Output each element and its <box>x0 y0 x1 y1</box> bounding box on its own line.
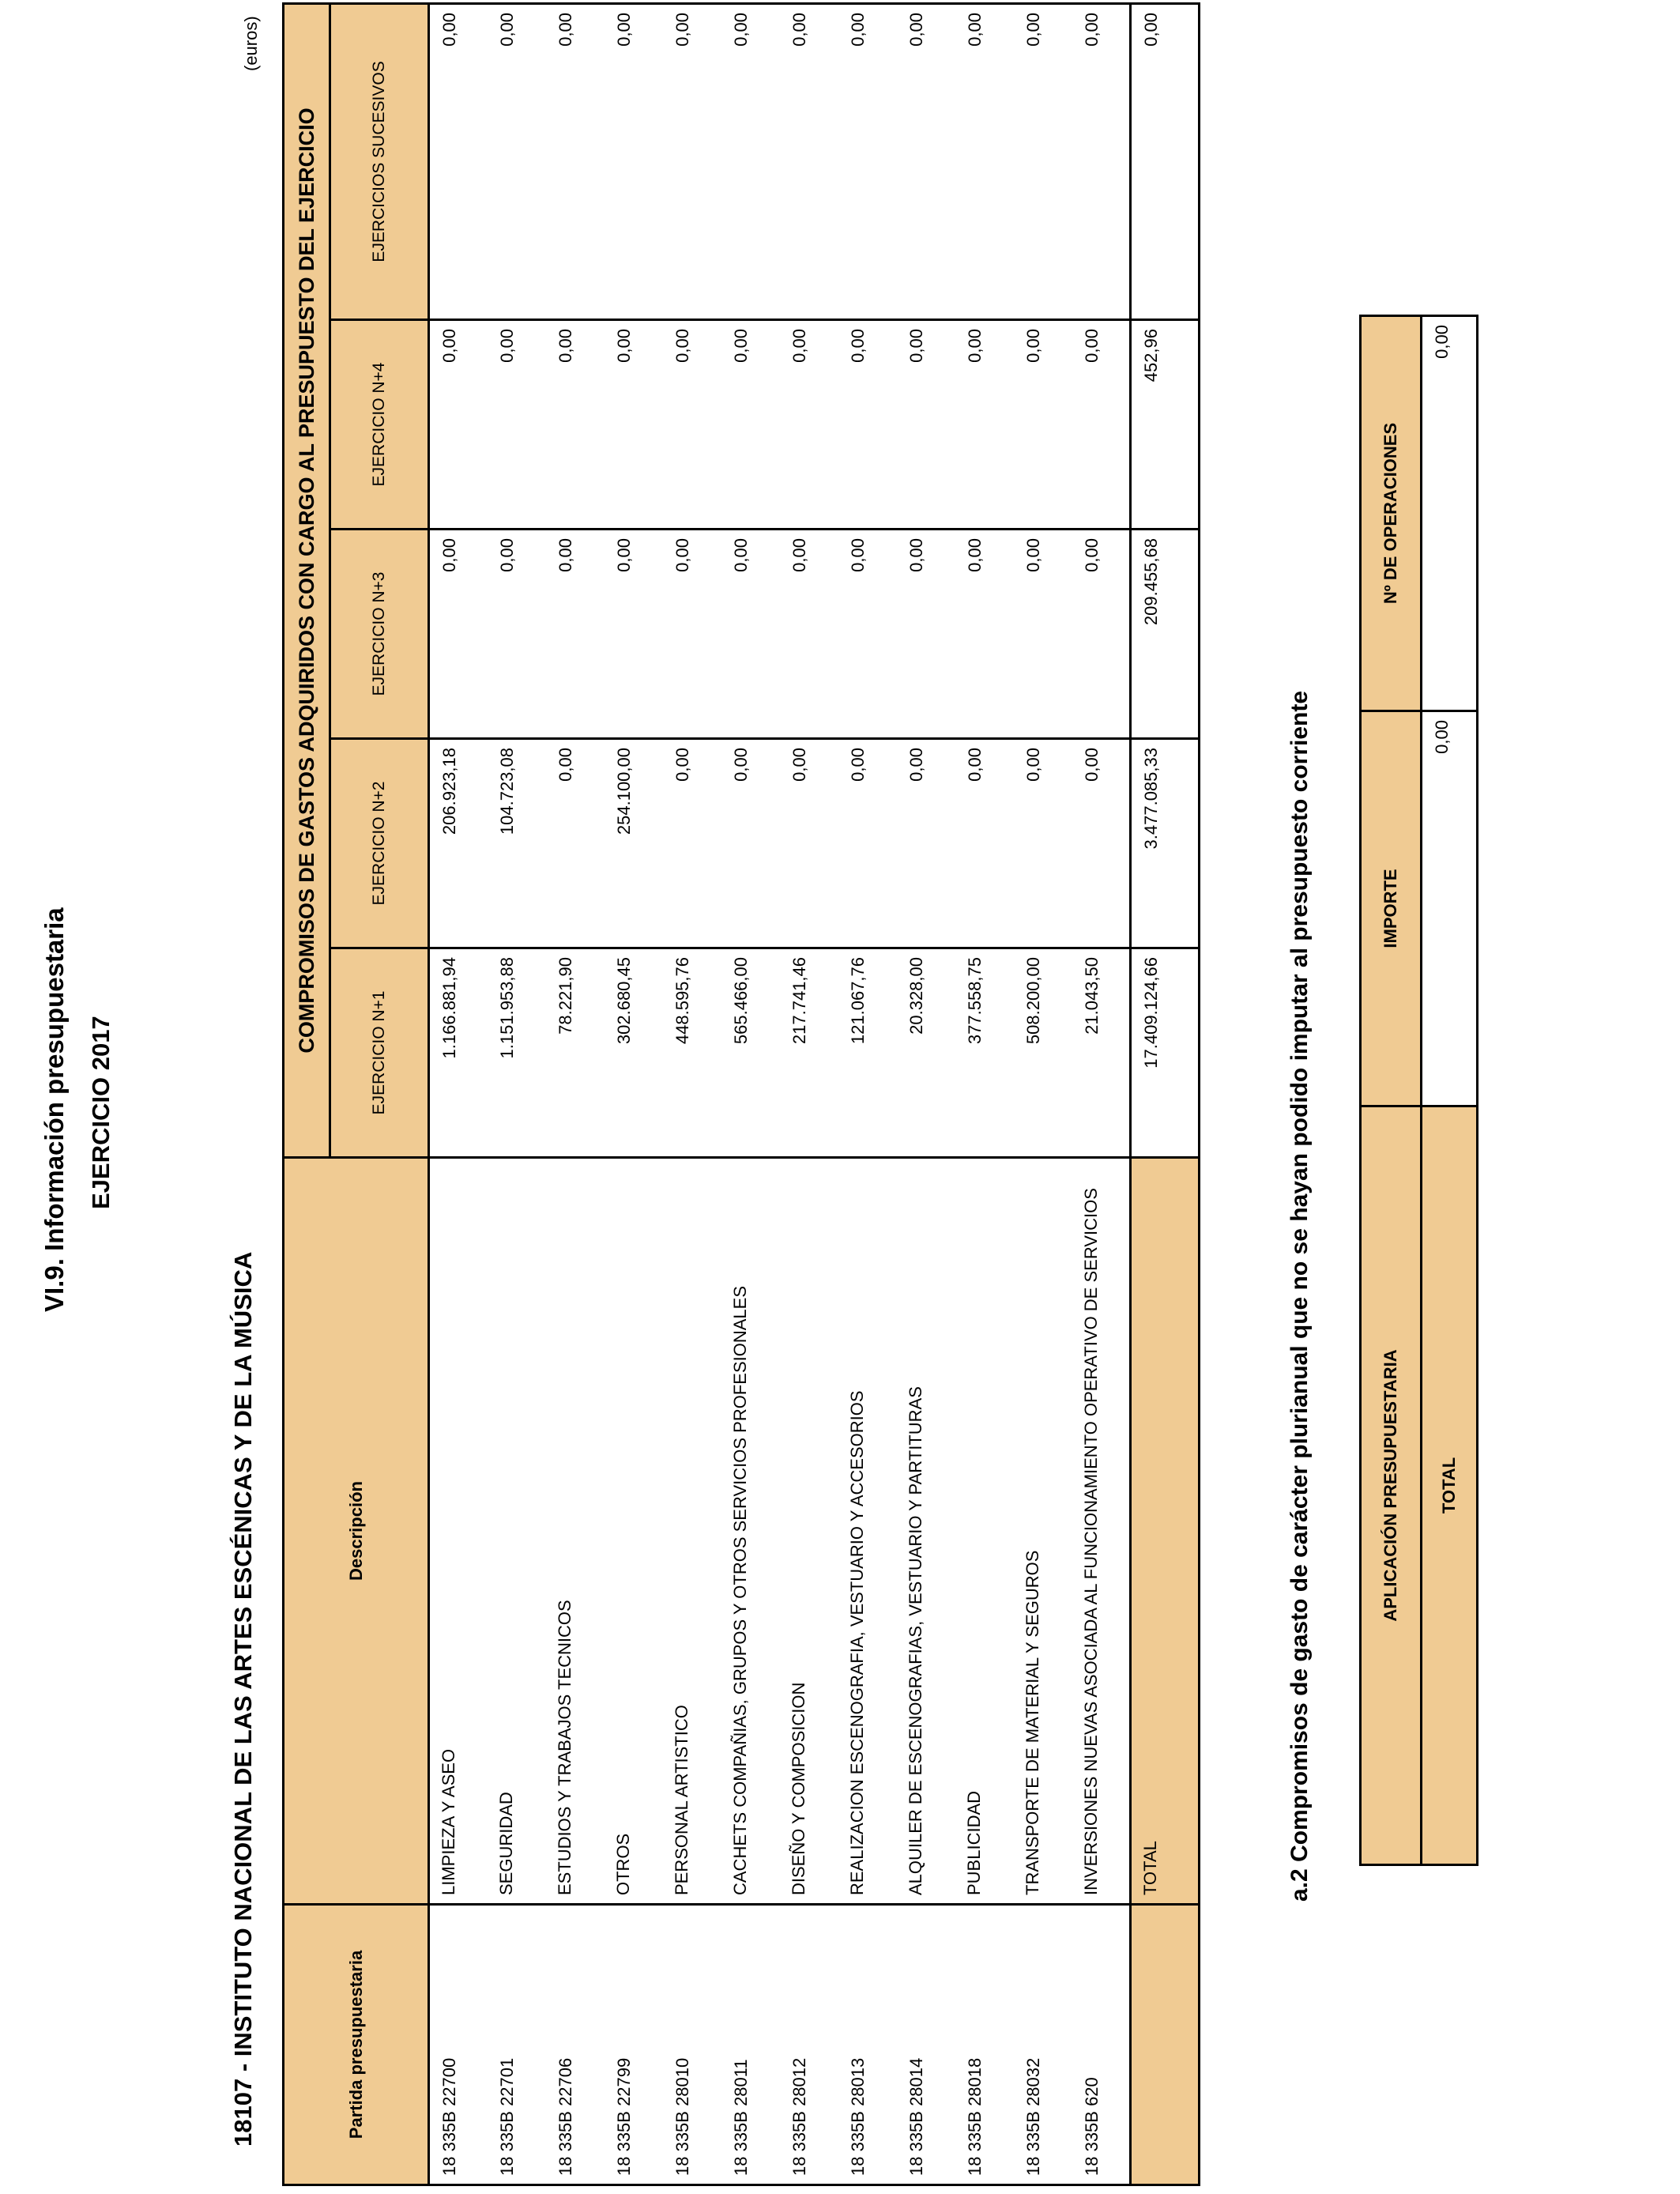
n2-cell: 104.723,08 <box>488 739 546 948</box>
a2-total-importe: 0,00 <box>1422 711 1478 1106</box>
descripcion-cell: INVERSIONES NUEVAS ASOCIADA AL FUNCIONAMIENTO OPERATIVO DE SERVICIOS <box>1072 1158 1131 1905</box>
sucesivos-cell: 0,00 <box>429 3 488 319</box>
n1-cell: 508.200,00 <box>1014 948 1072 1158</box>
partida-cell: 18 335B 28013 <box>838 1905 897 2185</box>
n4-cell: 0,00 <box>721 320 780 530</box>
n3-cell: 0,00 <box>605 530 663 739</box>
sucesivos-cell: 0,00 <box>488 3 546 319</box>
descripcion-cell: REALIZACION ESCENOGRAFIA, VESTUARIO Y ACCESORIOS <box>838 1158 897 1905</box>
header-sucesivos: EJERCICIOS SUCESIVOS <box>330 3 429 319</box>
units-label: (euros) <box>241 16 261 71</box>
sucesivos-cell: 0,00 <box>605 3 663 319</box>
header-n3: EJERCICIO N+3 <box>330 530 429 739</box>
descripcion-cell: OTROS <box>605 1158 663 1905</box>
commitments-table <box>282 2 1200 2186</box>
total-spacer <box>1131 1905 1200 2185</box>
n4-cell: 0,00 <box>897 320 955 530</box>
partida-cell: 18 335B 22799 <box>605 1905 663 2185</box>
n2-cell: 0,00 <box>897 739 955 948</box>
n4-cell: 0,00 <box>546 320 605 530</box>
table-row <box>1014 3 1072 2185</box>
n1-cell: 1.151.953,88 <box>488 948 546 1158</box>
n3-cell: 0,00 <box>897 530 955 739</box>
n2-cell: 0,00 <box>1072 739 1131 948</box>
partida-cell: 18 335B 620 <box>1072 1905 1131 2185</box>
header-n1: EJERCICIO N+1 <box>330 948 429 1158</box>
descripcion-cell: LIMPIEZA Y ASEO <box>429 1158 488 1905</box>
n2-cell: 0,00 <box>546 739 605 948</box>
n3-cell: 0,00 <box>780 530 838 739</box>
n3-cell: 0,00 <box>546 530 605 739</box>
total-n3: 209.455,68 <box>1131 530 1200 739</box>
header-importe: IMPORTE <box>1361 711 1422 1106</box>
header-aplicacion: APLICACIÓN PRESUPUESTARIA <box>1361 1106 1422 1865</box>
table-body <box>429 3 1131 2185</box>
page-title: VI.9. Información presupuestaria <box>40 907 69 1312</box>
header-partida: Partida presupuestaria <box>284 1905 429 2185</box>
n4-cell: 0,00 <box>838 320 897 530</box>
n3-cell: 0,00 <box>1072 530 1131 739</box>
table-row <box>838 3 897 2185</box>
descripcion-cell: TRANSPORTE DE MATERIAL Y SEGUROS <box>1014 1158 1072 1905</box>
sucesivos-cell: 0,00 <box>838 3 897 319</box>
section-a2-title: a.2 Compromisos de gasto de carácter plurianual que no se hayan podido imputar al presupuesto corriente <box>1286 690 1313 1902</box>
sucesivos-cell: 0,00 <box>955 3 1014 319</box>
total-label: TOTAL <box>1131 1158 1200 1905</box>
descripcion-cell: PUBLICIDAD <box>955 1158 1014 1905</box>
sucesivos-cell: 0,00 <box>897 3 955 319</box>
descripcion-cell: ESTUDIOS Y TRABAJOS TECNICOS <box>546 1158 605 1905</box>
n3-cell: 0,00 <box>429 530 488 739</box>
n3-cell: 0,00 <box>838 530 897 739</box>
header-n2: EJERCICIO N+2 <box>330 739 429 948</box>
n2-cell: 0,00 <box>721 739 780 948</box>
n4-cell: 0,00 <box>955 320 1014 530</box>
n1-cell: 78.221,90 <box>546 948 605 1158</box>
partida-cell: 18 335B 22701 <box>488 1905 546 2185</box>
table-row <box>1072 3 1131 2185</box>
n3-cell: 0,00 <box>663 530 721 739</box>
n2-cell: 254.100,00 <box>605 739 663 948</box>
n3-cell: 0,00 <box>488 530 546 739</box>
n1-cell: 217.741,46 <box>780 948 838 1158</box>
partida-cell: 18 335B 22706 <box>546 1905 605 2185</box>
sucesivos-cell: 0,00 <box>721 3 780 319</box>
descripcion-cell: DISEÑO Y COMPOSICION <box>780 1158 838 1905</box>
n1-cell: 448.595,76 <box>663 948 721 1158</box>
n4-cell: 0,00 <box>1014 320 1072 530</box>
a2-total-label: TOTAL <box>1422 1106 1478 1865</box>
n2-cell: 0,00 <box>1014 739 1072 948</box>
table-row <box>897 3 955 2185</box>
n4-cell: 0,00 <box>605 320 663 530</box>
sucesivos-cell: 0,00 <box>546 3 605 319</box>
n1-cell: 377.558,75 <box>955 948 1014 1158</box>
header-descripcion: Descripción <box>284 1158 429 1905</box>
sucesivos-cell: 0,00 <box>663 3 721 319</box>
table-row <box>721 3 780 2185</box>
n4-cell: 0,00 <box>429 320 488 530</box>
n2-cell: 206.923,18 <box>429 739 488 948</box>
n4-cell: 0,00 <box>663 320 721 530</box>
n3-cell: 0,00 <box>955 530 1014 739</box>
table-row <box>663 3 721 2185</box>
a2-total-row <box>1422 316 1478 1865</box>
n3-cell: 0,00 <box>1014 530 1072 739</box>
n1-cell: 121.067,76 <box>838 948 897 1158</box>
pluriannual-table <box>1359 315 1478 1866</box>
header-operaciones: Nº DE OPERACIONES <box>1361 316 1422 711</box>
partida-cell: 18 335B 28032 <box>1014 1905 1072 2185</box>
n1-cell: 20.328,00 <box>897 948 955 1158</box>
sucesivos-cell: 0,00 <box>780 3 838 319</box>
n4-cell: 0,00 <box>780 320 838 530</box>
descripcion-cell: SEGURIDAD <box>488 1158 546 1905</box>
total-n2: 3.477.085,33 <box>1131 739 1200 948</box>
n1-cell: 21.043,50 <box>1072 948 1131 1158</box>
n1-cell: 302.680,45 <box>605 948 663 1158</box>
organization-heading: 18107 - INSTITUTO NACIONAL DE LAS ARTES ESCÉNICAS Y DE LA MÚSICA <box>229 1251 257 2147</box>
total-n1: 17.409.124,66 <box>1131 948 1200 1158</box>
n2-cell: 0,00 <box>955 739 1014 948</box>
table-row <box>488 3 546 2185</box>
descripcion-cell: CACHETS COMPAÑIAS, GRUPOS Y OTROS SERVICIOS PROFESIONALES <box>721 1158 780 1905</box>
descripcion-cell: ALQUILER DE ESCENOGRAFIAS, VESTUARIO Y PARTITURAS <box>897 1158 955 1905</box>
n2-cell: 0,00 <box>663 739 721 948</box>
table-row <box>605 3 663 2185</box>
total-sucesivos: 0,00 <box>1131 3 1200 319</box>
a2-total-operaciones: 0,00 <box>1422 316 1478 711</box>
total-row <box>1131 3 1200 2185</box>
partida-cell: 18 335B 22700 <box>429 1905 488 2185</box>
table-row <box>546 3 605 2185</box>
n1-cell: 565.466,00 <box>721 948 780 1158</box>
header-commitments-group: COMPROMISOS DE GASTOS ADQUIRIDOS CON CARGO AL PRESUPUESTO DEL EJERCICIO <box>284 3 330 1157</box>
header-n4: EJERCICIO N+4 <box>330 320 429 530</box>
table-row <box>955 3 1014 2185</box>
descripcion-cell: PERSONAL ARTISTICO <box>663 1158 721 1905</box>
n4-cell: 0,00 <box>488 320 546 530</box>
partida-cell: 18 335B 28012 <box>780 1905 838 2185</box>
n4-cell: 0,00 <box>1072 320 1131 530</box>
partida-cell: 18 335B 28011 <box>721 1905 780 2185</box>
partida-cell: 18 335B 28010 <box>663 1905 721 2185</box>
sucesivos-cell: 0,00 <box>1014 3 1072 319</box>
sucesivos-cell: 0,00 <box>1072 3 1131 319</box>
partida-cell: 18 335B 28018 <box>955 1905 1014 2185</box>
total-n4: 452,96 <box>1131 320 1200 530</box>
n1-cell: 1.166.881,94 <box>429 948 488 1158</box>
table-row <box>780 3 838 2185</box>
partida-cell: 18 335B 28014 <box>897 1905 955 2185</box>
exercise-year: EJERCICIO 2017 <box>87 1016 115 1209</box>
table-row <box>429 3 488 2185</box>
n2-cell: 0,00 <box>838 739 897 948</box>
n2-cell: 0,00 <box>780 739 838 948</box>
n3-cell: 0,00 <box>721 530 780 739</box>
